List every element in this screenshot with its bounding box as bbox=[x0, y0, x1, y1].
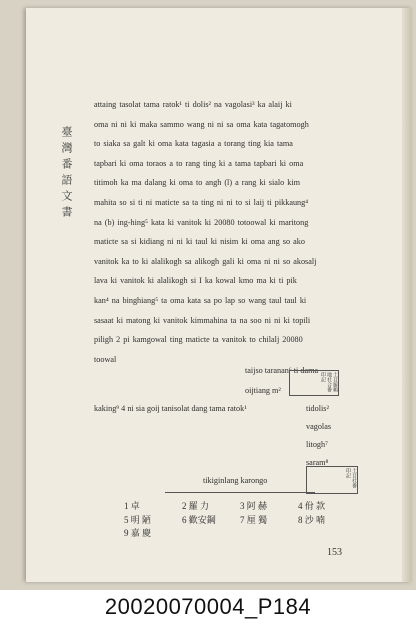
footnote-rule bbox=[165, 492, 315, 493]
page-number: 153 bbox=[327, 547, 342, 558]
footnote: 9 嘉 慶 bbox=[124, 528, 152, 538]
body-line: maticte sa si kidiang ni ni ki taul ki nisim ki oma ang so ako bbox=[94, 237, 305, 247]
page-edge bbox=[402, 8, 412, 582]
seal-stamp: 土目社番印記 bbox=[306, 466, 358, 494]
body-line: mahita so si ti ni maticte sa ta ting ni ni to si laij ti pikkaung⁴ bbox=[94, 197, 309, 207]
image-caption: 20020070004_P184 bbox=[104, 594, 312, 619]
signature-tikiginlang: tikiginlang karongo bbox=[203, 476, 268, 485]
footnotes bbox=[124, 500, 364, 541]
footnote: 3 阿 赫 bbox=[240, 501, 268, 511]
footnote-row bbox=[124, 500, 364, 514]
footnote: 5 明 陋 bbox=[124, 514, 152, 525]
signature-litogh: litogh⁷ bbox=[306, 440, 328, 449]
footnote: 2 羅 力 bbox=[182, 501, 210, 511]
footnote: 1 卓 bbox=[124, 501, 140, 511]
body-line: na (b) ing-hing⁵ kata ki vanitok ki 20080 totoowal ki maritong bbox=[94, 217, 309, 227]
body-line: lava ki vanitok ki alalikogh si I ka kowal kmo ma ki ti pik bbox=[94, 276, 297, 286]
footnote: 7 厘 獨 bbox=[240, 514, 268, 525]
body-line: tapbari ki oma toraos a to rang ting ki a tama tapbari ki oma bbox=[94, 158, 304, 168]
signature-taijso: taijso taranan⁶ ti dama bbox=[245, 366, 319, 375]
footnote: 8 沙 喃 bbox=[298, 514, 326, 525]
signature-saram: saram⁸ bbox=[306, 458, 329, 467]
footnote-row bbox=[124, 514, 364, 528]
body-line: piligh 2 pi kamgowal ting maticte ta vanitok to chilalj 20080 bbox=[94, 335, 303, 345]
body-line: attaing tasolat tama ratok¹ ti dolis² na vagolasi³ ka alaij ki bbox=[94, 100, 292, 109]
seal-stamp: 土目羅賴地社合番印記 bbox=[289, 370, 339, 396]
body-line: to siaka sa galt ki oma kata tagasia a torang ting kia tama bbox=[94, 139, 293, 149]
body-line: vanitok ka to ki alalikogh sa alikogh gali ki oma ni ni so akosalj bbox=[94, 256, 317, 266]
body-line: oma ni ni ki maka sammo wang ni ni sa oma kata tagatomogh bbox=[94, 119, 309, 129]
footnote-row bbox=[124, 527, 364, 541]
signature-oijtiang: oijtiang m² bbox=[245, 386, 281, 395]
signature-vagolas: vagolas bbox=[306, 422, 332, 431]
signature-kaking: kaking⁹ 4 ni sia goij tanisolat dang tama ratok¹ bbox=[94, 404, 247, 413]
body-line: titimoh ka ma dalang ki oma to angh (l) a rang ki sialo kim bbox=[94, 178, 301, 188]
side-title: 臺灣番語文書 bbox=[60, 126, 72, 222]
body-line: kan⁴ na binghiang⁵ ta oma kata sa po lap so wang taul taul ki bbox=[94, 295, 307, 305]
body-text bbox=[94, 95, 369, 369]
signature-tidolis: tidolis² bbox=[306, 404, 329, 413]
body-line: toowal bbox=[94, 354, 117, 364]
footnote: 6 歡安鋼 bbox=[182, 514, 216, 525]
body-line: sasaat ki matong ki vanitok kimmahina ta na soo ni ni ki topili bbox=[94, 315, 311, 325]
footnote: 4 佾 款 bbox=[298, 501, 326, 511]
